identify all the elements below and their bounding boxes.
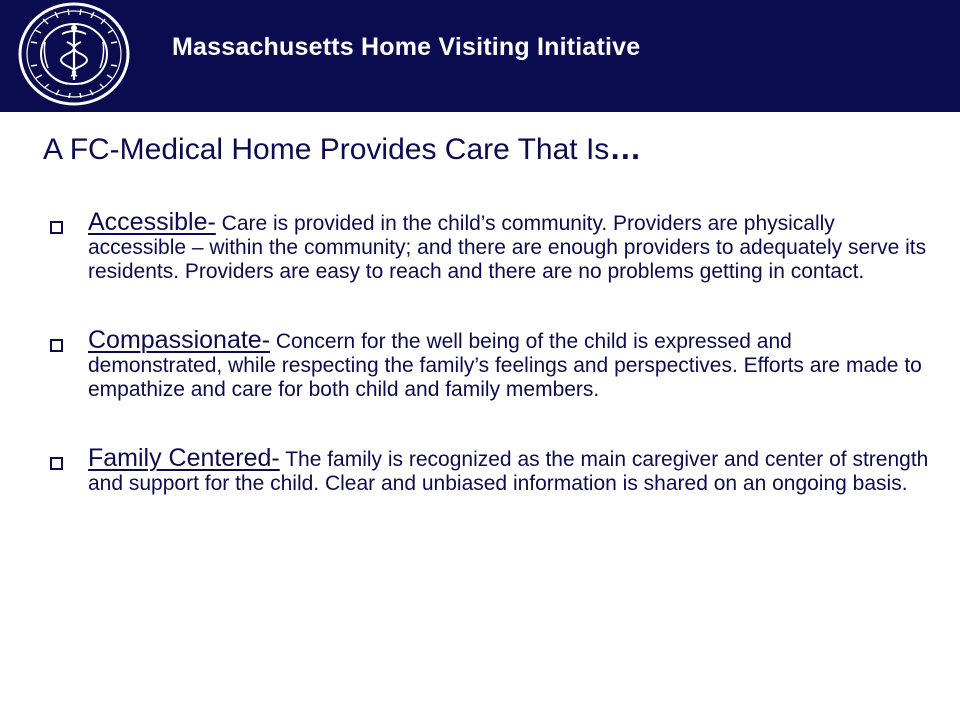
bullet-term: Accessible-: [88, 208, 216, 236]
bullet-term: Family Centered-: [88, 444, 280, 472]
slide-title-text: A FC-Medical Home Provides Care That Is: [43, 133, 610, 166]
bullet-text: Care is provided in the child’s community. Providers are physically accessible – within the community; and there are enough providers to adequately serve its residents. Providers are easy to reach and there are no problems getting in contact.: [88, 212, 927, 283]
bullet-text: Concern for the well being of the child is expressed and demonstrated, while respecting the family’s feelings and perspectives. Efforts are made to empathize and care for both child and family members.: [88, 330, 922, 401]
slide-title: [43, 130, 641, 167]
bullet-list: [50, 210, 930, 496]
bullet-item-accessible: [50, 210, 930, 284]
square-bullet-icon: [50, 339, 63, 352]
bullet-text: The family is recognized as the main caregiver and center of strength and support for the child. Clear and unbiased information is shared on an ongoing basis.: [88, 448, 929, 495]
header-title: Massachusetts Home Visiting Initiative: [172, 33, 641, 61]
header-bar: [0, 0, 960, 112]
slide-title-ellipsis: …: [609, 130, 642, 166]
square-bullet-icon: [50, 221, 63, 234]
bullet-item-compassionate: [50, 328, 930, 402]
bullet-item-family-centered: [50, 446, 930, 496]
bullet-term: Compassionate-: [88, 326, 271, 354]
massachusetts-dph-seal-icon: [15, 2, 133, 106]
square-bullet-icon: [50, 457, 63, 470]
